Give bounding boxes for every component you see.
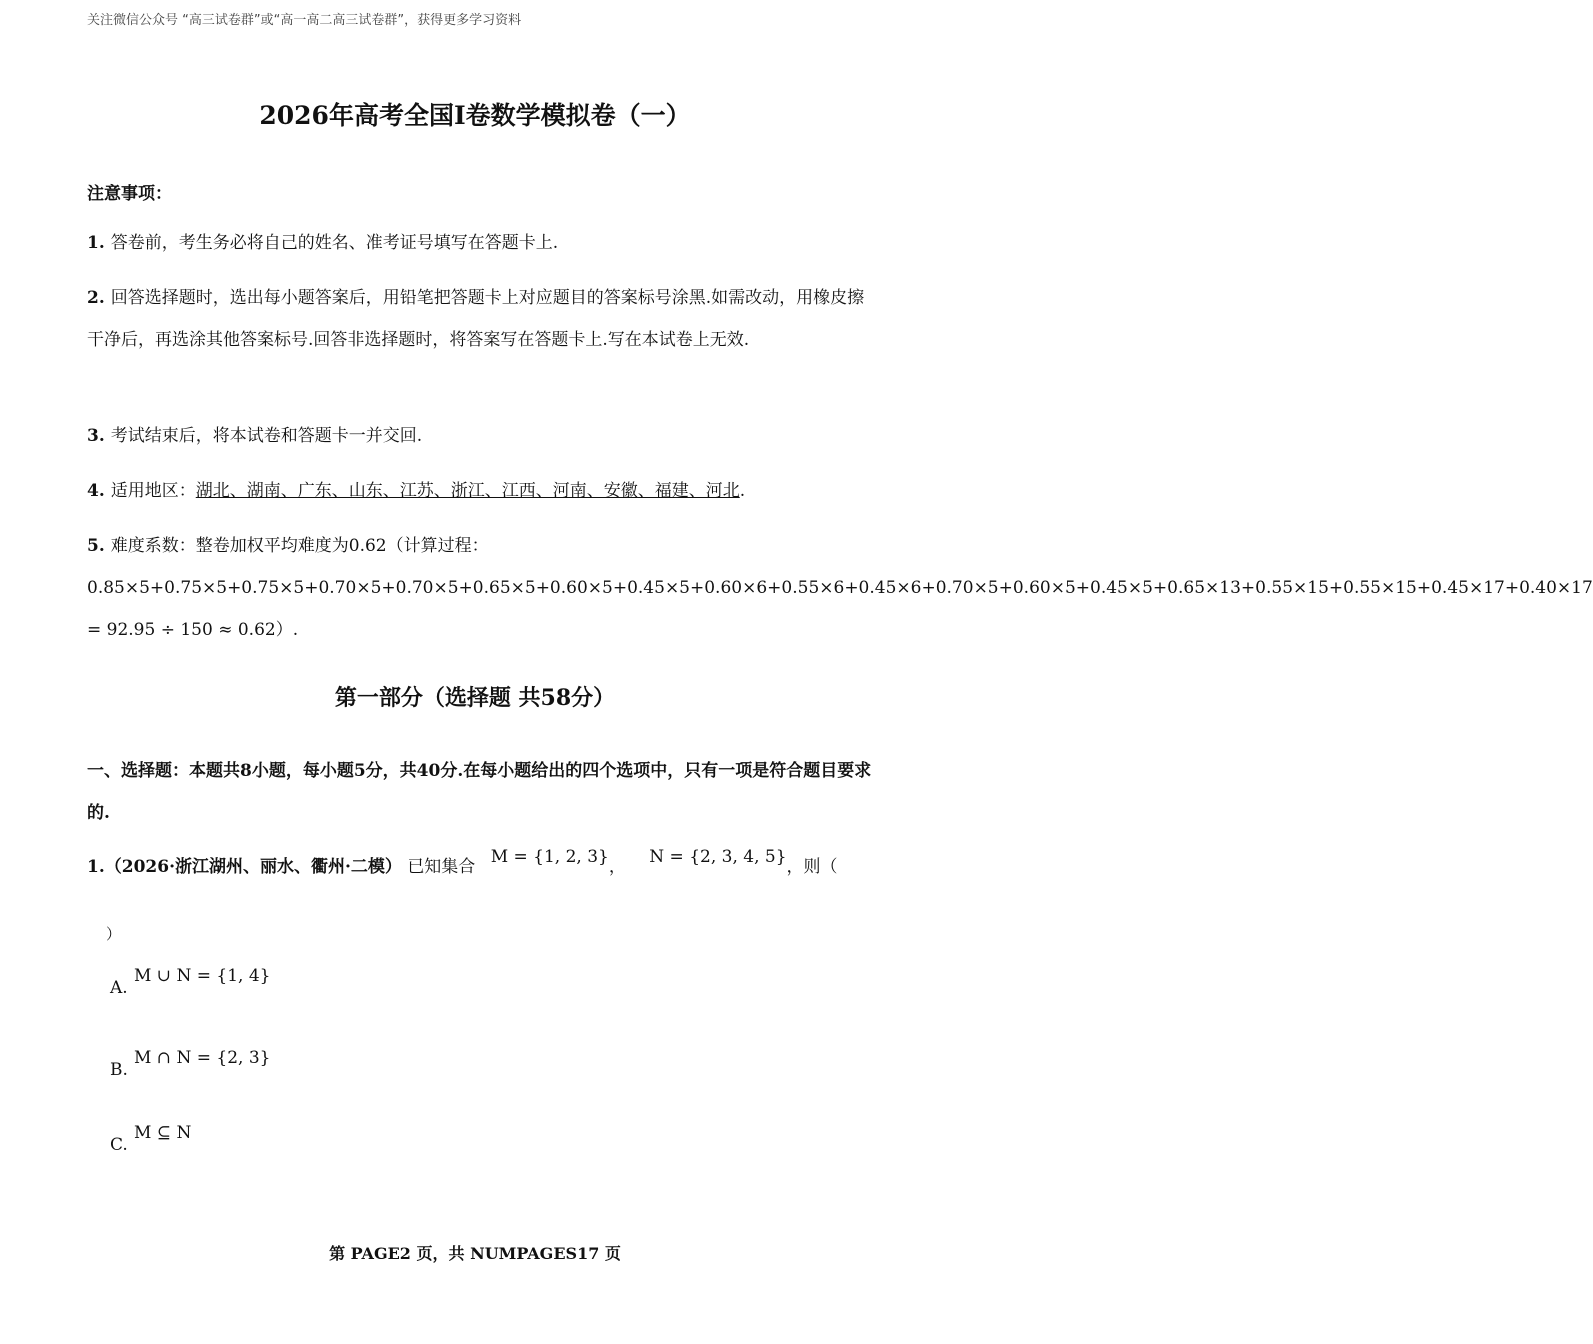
option-label: C. [110,1135,128,1155]
set-m-expression: M = {1, 2, 3} [490,847,609,867]
comma: ， [608,857,626,877]
header-note: 关注微信公众号 “高三试卷群”或“高一高二高三试卷群”，获得更多学习资料 [87,13,522,28]
option-c [110,1123,192,1155]
notice-item-text: 答卷前，考生务必将自己的姓名、准考证号填写在答题卡上. [110,233,559,253]
notice-item-text: 难度系数：整卷加权平均难度为0.62（计算过程：0.85×5+0.75×5+0.75×5+0.70×5+0.70×5+0.65×5+0.60×5+0.45×5+0.60×6+0.55×6+0.45×6+0.70×5+0.60×5+0.45×5+0.65×13+0.55×15+0.55×15+0.45×17+0.40×17 = 92.95 ÷ 150 ≈ 0.62）. [87,536,1593,640]
page-title: 2026年高考全国Ⅰ卷数学模拟卷（一） [259,101,691,130]
notice-item-number: 5. [87,536,105,556]
regions-list: 湖北、湖南、广东、山东、江苏、浙江、江西、河南、安徽、福建、河北 [195,481,740,501]
notice-item-text: 考试结束后，将本试卷和答题卡一并交回. [110,426,423,446]
page-footer: 第 PAGE2 页，共 NUMPAGES17 页 [329,1244,621,1263]
notice-item-number: 2. [87,288,105,308]
notice-item-5 [87,525,1593,651]
option-label: A. [110,978,128,998]
option-expression: M ∩ N = {2, 3} [134,1048,271,1068]
option-expression: M ⊆ N [134,1123,192,1143]
notice-item-number: 3. [87,426,105,446]
option-b [110,1048,271,1080]
question-number: 1. [87,857,105,877]
notice-heading: 注意事项： [87,184,172,204]
notice-item-number: 4. [87,481,105,501]
notice-item-3 [87,415,877,457]
question-stem-tail: ，则（ [786,857,838,877]
notice-item-2 [87,277,877,361]
answer-paren-close: ） [106,925,122,943]
question-source: （2026·浙江湖州、丽水、衢州·二模） [104,857,402,877]
notice-item-1 [87,222,877,264]
option-expression: M ∪ N = {1, 4} [134,966,271,986]
question-1-stem [87,847,877,877]
notice-item-text: 回答选择题时，选出每小题答案后，用铅笔把答题卡上对应题目的答案标号涂黑.如需改动，用橡皮擦干净后，再选涂其他答案标号.回答非选择题时，将答案写在答题卡上.写在本试卷上无效. [87,288,865,350]
notice-item-suffix: . [739,481,746,501]
question-stem-lead: 已知集合 [407,857,476,877]
notice-item-prefix: 适用地区： [110,481,196,501]
question-type-heading: 一、选择题：本题共8小题，每小题5分，共40分.在每小题给出的四个选项中，只有一项是符合题目要求的. [87,761,872,823]
option-a [110,966,271,998]
set-n-expression: N = {2, 3, 4, 5} [649,847,787,867]
section-title: 第一部分（选择题 共58分） [334,685,616,711]
notice-item-4 [87,470,877,512]
option-label: B. [110,1060,128,1080]
notice-item-number: 1. [87,233,105,253]
